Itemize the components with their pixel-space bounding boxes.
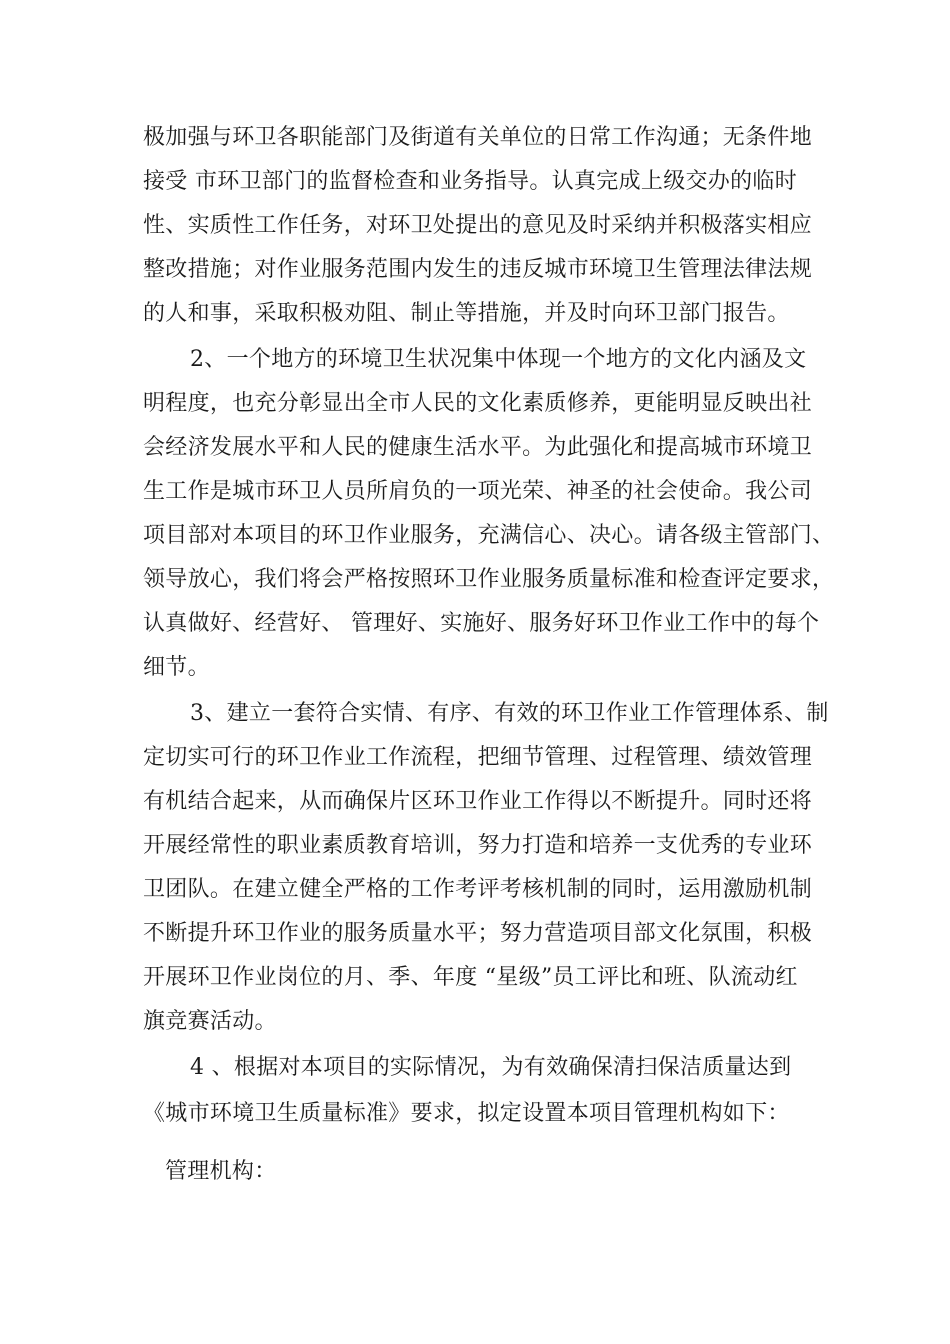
text-line: 认真做好、经营好、 管理好、实施好、服务好环卫作业工作中的每个: [143, 611, 820, 636]
text-line: 的人和事，采取积极劝阻、制止等措施，并及时向环卫部门报告。: [143, 301, 790, 326]
text-line: 卫团队。在建立健全严格的工作考评考核机制的同时，运用激励机制: [143, 877, 813, 902]
text-line: 接受 市环卫部门的监督检查和业务指导。认真完成上级交办的临时: [143, 169, 797, 194]
text-line: 生工作是城市环卫人员所肩负的一项光荣、神圣的社会使命。我公司: [143, 479, 813, 504]
text-line: 旗竞赛活动。: [143, 1009, 277, 1034]
text-line: 《城市环境卫生质量标准》要求，拟定设置本项目管理机构如下：: [143, 1101, 790, 1126]
text-line: 极加强与环卫各职能部门及街道有关单位的日常工作沟通；无条件地: [143, 125, 813, 150]
text-line: 明程度，也充分彰显出全市人民的文化素质修养，更能明显反映出社: [143, 391, 813, 416]
text-line: 开展经常性的职业素质教育培训，努力打造和培养一支优秀的专业环: [143, 833, 813, 858]
text-line: 细节。: [143, 655, 210, 680]
text-line: 不断提升环卫作业的服务质量水平；努力营造项目部文化氛围，积极: [143, 921, 813, 946]
paragraph-2-start: 2、一个地方的环境卫生状况集中体现一个地方的文化内涵及文: [190, 347, 807, 372]
text-line: 整改措施；对作业服务范围内发生的违反城市环境卫生管理法律法规: [143, 257, 813, 282]
paragraph-3-start: 3、建立一套符合实情、有序、有效的环卫作业工作管理体系、制: [190, 701, 829, 726]
text-line: 有机结合起来，从而确保片区环卫作业工作得以不断提升。同时还将: [143, 789, 813, 814]
text-line: 性、实质性工作任务，对环卫处提出的意见及时采纳并积极落实相应: [143, 213, 813, 238]
paragraph-4-start: 4 、根据对本项目的实际情况，为有效确保清扫保洁质量达到: [190, 1055, 792, 1080]
text-line: 项目部对本项目的环卫作业服务，充满信心、决心。请各级主管部门、: [143, 523, 835, 548]
section-label-management: 管理机构：: [165, 1159, 277, 1184]
text-line: 领导放心，我们将会严格按照环卫作业服务质量标准和检查评定要求，: [143, 567, 835, 592]
text-line: 开展环卫作业岗位的月、季、年度 “星级”员工评比和班、队流动红: [143, 965, 798, 990]
text-line: 定切实可行的环卫作业工作流程，把细节管理、过程管理、绩效管理: [143, 745, 813, 770]
text-line: 会经济发展水平和人民的健康生活水平。为此强化和提高城市环境卫: [143, 435, 813, 460]
